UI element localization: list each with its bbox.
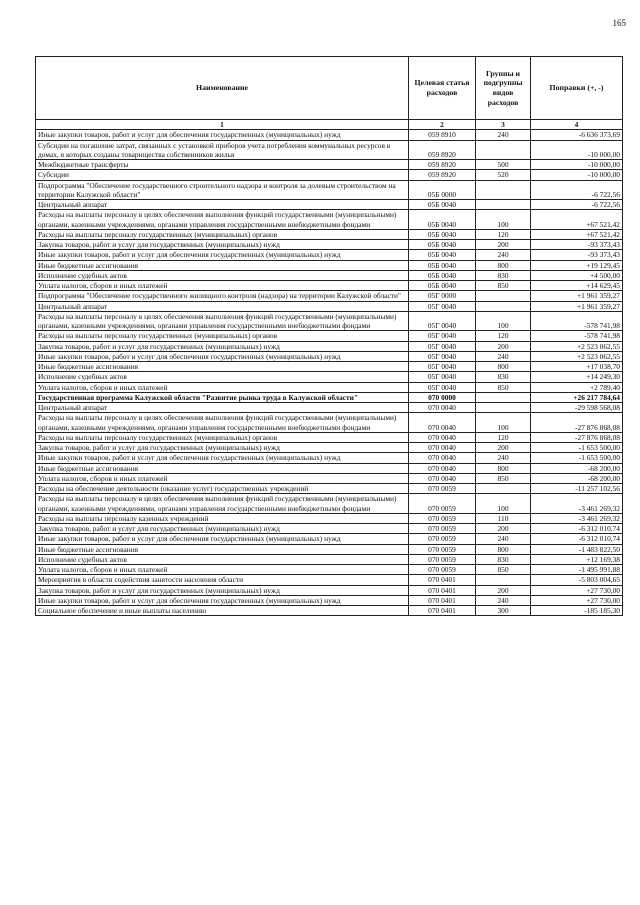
row-expense-group-cell: 100 (476, 413, 531, 433)
row-amount-cell: -578 741,98 (531, 331, 623, 341)
row-expense-group-cell: 240 (476, 130, 531, 140)
row-expense-group-cell: 120 (476, 229, 531, 239)
table-row (36, 432, 623, 442)
row-expense-group-cell: 240 (476, 250, 531, 260)
row-target-article-cell: 05Б 0000 (409, 180, 476, 200)
row-expense-group-cell: 200 (476, 240, 531, 250)
row-expense-group-cell: 830 (476, 270, 531, 280)
table-header-row (36, 57, 623, 120)
row-name-cell: Иные закупки товаров, работ и услуг для обеспечения государственных (муниципальных) нужд (36, 595, 409, 605)
table-row (36, 240, 623, 250)
row-name-cell: Иные закупки товаров, работ и услуг для обеспечения государственных (муниципальных) нужд (36, 534, 409, 544)
row-target-article-cell: 070 0040 (409, 403, 476, 413)
row-target-article-cell: 070 0059 (409, 544, 476, 554)
row-target-article-cell: 070 0040 (409, 463, 476, 473)
table-row (36, 260, 623, 270)
row-target-article-cell: 05Г 0040 (409, 362, 476, 372)
row-name-cell: Закупка товаров, работ и услуг для государственных (муниципальных) нужд (36, 585, 409, 595)
page-number: 165 (612, 18, 626, 28)
table-row (36, 250, 623, 260)
row-expense-group-cell (476, 484, 531, 494)
row-expense-group-cell: 110 (476, 513, 531, 523)
row-name-cell: Социальное обеспечение и иные выплаты населению (36, 606, 409, 616)
row-name-cell: Расходы на выплаты персоналу в целях обеспечения выполнения функций государственными (муниципальными) органами, казенными учреждениями, органами управления государственными внебюджетными фондами (36, 494, 409, 514)
row-target-article-cell: 059 8910 (409, 130, 476, 140)
row-expense-group-cell: 850 (476, 382, 531, 392)
row-amount-cell: +19 129,45 (531, 260, 623, 270)
row-amount-cell: +67 521,42 (531, 229, 623, 239)
row-expense-group-cell: 200 (476, 524, 531, 534)
table-row (36, 200, 623, 210)
row-name-cell: Мероприятия в области содействия занятости населения области (36, 575, 409, 585)
row-expense-group-cell: 830 (476, 372, 531, 382)
row-amount-cell: -3 461 269,32 (531, 494, 623, 514)
row-name-cell: Расходы на выплаты персоналу государственных (муниципальных) органов (36, 432, 409, 442)
table-row (36, 270, 623, 280)
row-expense-group-cell (476, 403, 531, 413)
row-amount-cell: -93 373,43 (531, 240, 623, 250)
row-name-cell: Расходы на выплаты персоналу в целях обеспечения выполнения функций государственными (муниципальными) органами, казенными учреждениями, органами управления государственными внебюджетными фондами (36, 311, 409, 331)
row-amount-cell: +4 500,00 (531, 270, 623, 280)
row-expense-group-cell: 240 (476, 595, 531, 605)
table-row (36, 575, 623, 585)
row-amount-cell: -10 000,00 (531, 160, 623, 170)
row-amount-cell: +1 961 359,27 (531, 301, 623, 311)
row-amount-cell: -29 598 568,08 (531, 403, 623, 413)
table-row (36, 341, 623, 351)
table-row (36, 585, 623, 595)
table-row (36, 331, 623, 341)
row-target-article-cell: 070 0040 (409, 453, 476, 463)
row-name-cell: Уплата налогов, сборов и иных платежей (36, 565, 409, 575)
row-expense-group-cell: 800 (476, 362, 531, 372)
row-name-cell: Уплата налогов, сборов и иных платежей (36, 382, 409, 392)
table-row (36, 453, 623, 463)
row-target-article-cell: 05Б 0040 (409, 260, 476, 270)
row-expense-group-cell: 240 (476, 534, 531, 544)
row-amount-cell: -5 803 004,65 (531, 575, 623, 585)
row-amount-cell: -68 200,00 (531, 463, 623, 473)
table-row (36, 606, 623, 616)
row-expense-group-cell (476, 392, 531, 402)
header-expense-groups: Группы и подгруппы видов расходов (476, 57, 531, 120)
row-name-cell: Закупка товаров, работ и услуг для государственных (муниципальных) нужд (36, 341, 409, 351)
row-name-cell: Исполнение судебных актов (36, 270, 409, 280)
row-target-article-cell: 05Г 0000 (409, 291, 476, 301)
row-amount-cell: -10 000,00 (531, 140, 623, 160)
table-row (36, 443, 623, 453)
row-name-cell: Иные закупки товаров, работ и услуг для обеспечения государственных (муниципальных) нужд (36, 130, 409, 140)
table-row (36, 229, 623, 239)
row-name-cell: Иные бюджетные ассигнования (36, 362, 409, 372)
column-number: 3 (476, 120, 531, 130)
table-row (36, 180, 623, 200)
table-row (36, 170, 623, 180)
row-target-article-cell: 05Б 0040 (409, 281, 476, 291)
row-amount-cell: -1 495 991,88 (531, 565, 623, 575)
row-name-cell: Расходы на выплаты персоналу в целях обеспечения выполнения функций государственными (муниципальными) органами, казенными учреждениями, органами управления государственными внебюджетными фондами (36, 413, 409, 433)
row-expense-group-cell: 800 (476, 544, 531, 554)
row-amount-cell: +14 629,45 (531, 281, 623, 291)
row-expense-group-cell: 500 (476, 160, 531, 170)
row-expense-group-cell: 120 (476, 331, 531, 341)
row-target-article-cell: 070 0401 (409, 575, 476, 585)
row-expense-group-cell: 800 (476, 260, 531, 270)
row-name-cell: Подпрограмма "Обеспечение государственного жилищного контроля (надзора) на территории Калужской области" (36, 291, 409, 301)
table-row (36, 544, 623, 554)
row-amount-cell: +26 217 784,64 (531, 392, 623, 402)
row-name-cell: Межбюджетные трансферты (36, 160, 409, 170)
row-target-article-cell: 070 0059 (409, 513, 476, 523)
table-row (36, 372, 623, 382)
row-amount-cell: +14 249,30 (531, 372, 623, 382)
table-row (36, 160, 623, 170)
header-target-article: Целевая статья расходов (409, 57, 476, 120)
row-target-article-cell: 059 8920 (409, 160, 476, 170)
row-amount-cell: -3 461 269,32 (531, 513, 623, 523)
row-target-article-cell: 05Г 0040 (409, 311, 476, 331)
row-expense-group-cell: 100 (476, 311, 531, 331)
budget-table-container (35, 56, 622, 616)
table-row (36, 140, 623, 160)
table-row (36, 554, 623, 564)
table-row (36, 291, 623, 301)
row-name-cell: Расходы на выплаты персоналу государственных (муниципальных) органов (36, 229, 409, 239)
row-amount-cell: -1 483 822,50 (531, 544, 623, 554)
row-target-article-cell: 05Б 0040 (409, 250, 476, 260)
row-name-cell: Иные бюджетные ассигнования (36, 463, 409, 473)
row-target-article-cell: 05Б 0040 (409, 270, 476, 280)
row-expense-group-cell: 100 (476, 210, 531, 230)
table-row (36, 210, 623, 230)
row-amount-cell: +1 961 359,27 (531, 291, 623, 301)
row-amount-cell: -6 636 373,69 (531, 130, 623, 140)
row-name-cell: Расходы на выплаты персоналу казенных учреждений (36, 513, 409, 523)
row-amount-cell: -6 312 010,74 (531, 524, 623, 534)
row-name-cell: Закупка товаров, работ и услуг для государственных (муниципальных) нужд (36, 443, 409, 453)
row-amount-cell: -10 000,00 (531, 170, 623, 180)
row-amount-cell: -27 876 868,08 (531, 413, 623, 433)
table-row (36, 484, 623, 494)
table-row (36, 301, 623, 311)
row-amount-cell: +27 730,00 (531, 585, 623, 595)
row-target-article-cell: 059 8920 (409, 140, 476, 160)
row-name-cell: Уплата налогов, сборов и иных платежей (36, 473, 409, 483)
row-name-cell: Расходы на выплаты персоналу в целях обеспечения выполнения функций государственными (муниципальными) органами, казенными учреждениями, органами управления государственными внебюджетными фондами (36, 210, 409, 230)
row-target-article-cell: 070 0059 (409, 524, 476, 534)
table-row (36, 392, 623, 402)
row-target-article-cell: 070 0401 (409, 606, 476, 616)
header-amendments: Поправки (+, -) (531, 57, 623, 120)
row-amount-cell: -6 722,56 (531, 200, 623, 210)
row-target-article-cell: 05Б 0040 (409, 240, 476, 250)
row-name-cell: Исполнение судебных актов (36, 372, 409, 382)
row-target-article-cell: 070 0040 (409, 432, 476, 442)
column-number: 4 (531, 120, 623, 130)
row-target-article-cell: 05Б 0040 (409, 210, 476, 230)
row-target-article-cell: 070 0059 (409, 554, 476, 564)
row-name-cell: Центральный аппарат (36, 200, 409, 210)
column-number: 1 (36, 120, 409, 130)
table-row (36, 311, 623, 331)
row-expense-group-cell (476, 301, 531, 311)
row-name-cell: Закупка товаров, работ и услуг для государственных (муниципальных) нужд (36, 524, 409, 534)
table-row (36, 595, 623, 605)
row-target-article-cell: 05Б 0040 (409, 200, 476, 210)
row-target-article-cell: 070 0059 (409, 534, 476, 544)
row-name-cell: Центральный аппарат (36, 301, 409, 311)
row-amount-cell: +2 789,40 (531, 382, 623, 392)
row-amount-cell: +27 730,00 (531, 595, 623, 605)
row-expense-group-cell: 120 (476, 432, 531, 442)
row-target-article-cell: 070 0040 (409, 443, 476, 453)
row-amount-cell: -578 741,98 (531, 311, 623, 331)
row-expense-group-cell: 800 (476, 463, 531, 473)
row-target-article-cell: 05Г 0040 (409, 351, 476, 361)
row-name-cell: Иные закупки товаров, работ и услуг для обеспечения государственных (муниципальных) нужд (36, 453, 409, 463)
row-expense-group-cell: 100 (476, 494, 531, 514)
row-expense-group-cell (476, 291, 531, 301)
row-expense-group-cell (476, 140, 531, 160)
table-row (36, 281, 623, 291)
row-expense-group-cell: 830 (476, 554, 531, 564)
row-name-cell: Расходы на обеспечение деятельности (оказание услуг) государственных учреждений (36, 484, 409, 494)
row-amount-cell: -68 200,00 (531, 473, 623, 483)
row-amount-cell: -6 722,56 (531, 180, 623, 200)
row-amount-cell: +2 523 062,55 (531, 341, 623, 351)
row-target-article-cell: 070 0401 (409, 585, 476, 595)
row-name-cell: Иные закупки товаров, работ и услуг для обеспечения государственных (муниципальных) нужд (36, 351, 409, 361)
row-name-cell: Субсидии на погашение затрат, связанных с установкой приборов учета потребления коммунальных ресурсов в домах, в которых созданы товарищества собственников жилья (36, 140, 409, 160)
row-amount-cell: -185 185,30 (531, 606, 623, 616)
table-row (36, 565, 623, 575)
row-amount-cell: -93 373,43 (531, 250, 623, 260)
row-amount-cell: +17 038,70 (531, 362, 623, 372)
row-expense-group-cell: 200 (476, 341, 531, 351)
row-target-article-cell: 070 0040 (409, 473, 476, 483)
row-target-article-cell: 05Б 0040 (409, 229, 476, 239)
header-name: Наименование (36, 57, 409, 120)
row-target-article-cell: 05Г 0040 (409, 341, 476, 351)
row-expense-group-cell: 240 (476, 453, 531, 463)
table-column-numbers-row (36, 120, 623, 130)
row-amount-cell: -27 876 868,08 (531, 432, 623, 442)
row-amount-cell: +12 169,38 (531, 554, 623, 564)
row-target-article-cell: 070 0401 (409, 595, 476, 605)
row-amount-cell: +2 523 062,55 (531, 351, 623, 361)
table-row (36, 382, 623, 392)
row-target-article-cell: 070 0000 (409, 392, 476, 402)
table-row (36, 534, 623, 544)
table-row (36, 524, 623, 534)
budget-table (35, 56, 623, 616)
row-expense-group-cell (476, 200, 531, 210)
row-name-cell: Субсидии (36, 170, 409, 180)
row-expense-group-cell: 300 (476, 606, 531, 616)
row-expense-group-cell (476, 180, 531, 200)
row-expense-group-cell: 200 (476, 443, 531, 453)
row-target-article-cell: 070 0040 (409, 413, 476, 433)
row-name-cell: Закупка товаров, работ и услуг для государственных (муниципальных) нужд (36, 240, 409, 250)
row-target-article-cell: 070 0059 (409, 484, 476, 494)
row-name-cell: Иные закупки товаров, работ и услуг для обеспечения государственных (муниципальных) нужд (36, 250, 409, 260)
table-row (36, 403, 623, 413)
table-row (36, 473, 623, 483)
column-number: 2 (409, 120, 476, 130)
table-row (36, 413, 623, 433)
table-row (36, 494, 623, 514)
row-amount-cell: -1 653 500,00 (531, 453, 623, 463)
row-target-article-cell: 059 8920 (409, 170, 476, 180)
table-row (36, 463, 623, 473)
row-amount-cell: +67 521,42 (531, 210, 623, 230)
row-name-cell: Государственная программа Калужской области "Развитие рынка труда в Калужской области" (36, 392, 409, 402)
row-name-cell: Исполнение судебных актов (36, 554, 409, 564)
row-target-article-cell: 05Г 0040 (409, 301, 476, 311)
row-amount-cell: -1 653 500,00 (531, 443, 623, 453)
row-target-article-cell: 070 0059 (409, 494, 476, 514)
row-expense-group-cell: 850 (476, 281, 531, 291)
row-name-cell: Центральный аппарат (36, 403, 409, 413)
row-expense-group-cell: 200 (476, 585, 531, 595)
table-row (36, 513, 623, 523)
table-body (36, 130, 623, 616)
row-name-cell: Подпрограмма "Обеспечение государственного строительного надзора и контроля за долевым строительством на территории Калужской области" (36, 180, 409, 200)
row-expense-group-cell: 850 (476, 565, 531, 575)
table-row (36, 351, 623, 361)
row-amount-cell: -6 312 010,74 (531, 534, 623, 544)
row-name-cell: Расходы на выплаты персоналу государственных (муниципальных) органов (36, 331, 409, 341)
row-target-article-cell: 05Г 0040 (409, 372, 476, 382)
row-name-cell: Иные бюджетные ассигнования (36, 260, 409, 270)
row-name-cell: Иные бюджетные ассигнования (36, 544, 409, 554)
row-expense-group-cell (476, 575, 531, 585)
row-expense-group-cell: 520 (476, 170, 531, 180)
row-expense-group-cell: 850 (476, 473, 531, 483)
row-expense-group-cell: 240 (476, 351, 531, 361)
row-target-article-cell: 05Г 0040 (409, 382, 476, 392)
row-amount-cell: -11 257 102,56 (531, 484, 623, 494)
table-row (36, 362, 623, 372)
row-target-article-cell: 070 0059 (409, 565, 476, 575)
table-row (36, 130, 623, 140)
row-name-cell: Уплата налогов, сборов и иных платежей (36, 281, 409, 291)
row-target-article-cell: 05Г 0040 (409, 331, 476, 341)
